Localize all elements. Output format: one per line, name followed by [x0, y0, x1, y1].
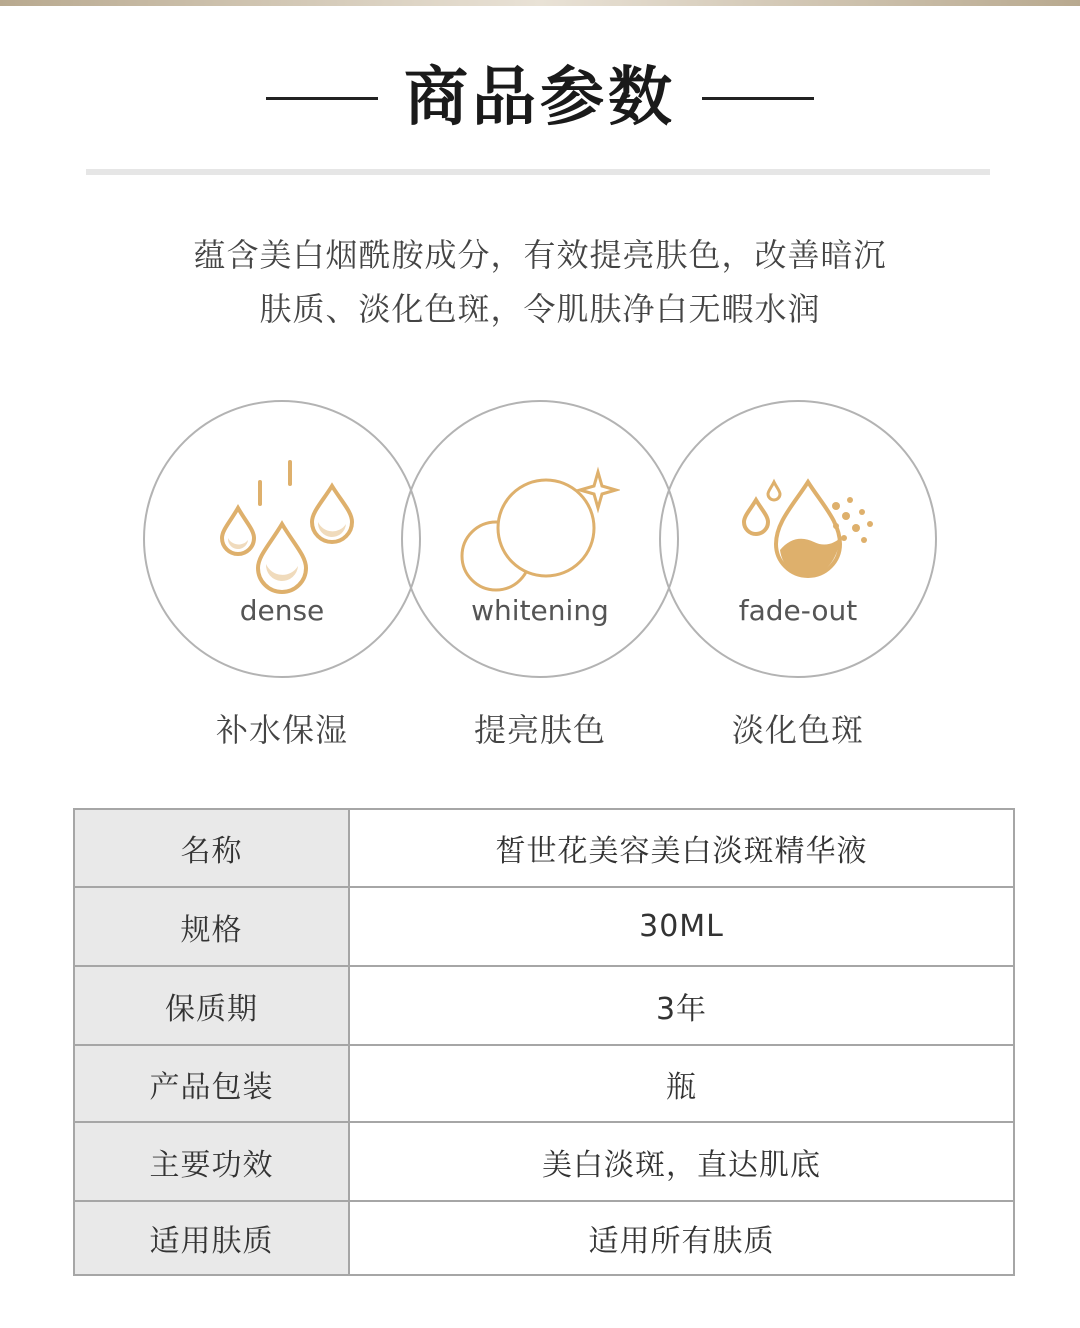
feature-cn-label: 淡化色斑 [731, 711, 864, 749]
title-row [0, 55, 1080, 141]
spec-key: 规格 [74, 887, 349, 966]
title-line-left [266, 97, 378, 100]
table-row [74, 887, 1014, 966]
table-row [74, 966, 1014, 1045]
feature-cn-label: 补水保湿 [215, 711, 348, 749]
page-title: 商品参数 [404, 61, 676, 135]
table-row [74, 1122, 1014, 1201]
spec-value: 适用所有肤质 [349, 1201, 1014, 1275]
section-divider [86, 169, 990, 175]
spec-value: 30ML [349, 887, 1014, 966]
table-row [74, 1045, 1014, 1122]
spec-key: 主要功效 [74, 1122, 349, 1201]
title-line-right [702, 97, 814, 100]
spec-key: 保质期 [74, 966, 349, 1045]
feature-circle-fade-out [659, 400, 937, 678]
intro-text [0, 228, 1080, 336]
feature-en-label: whitening [471, 594, 609, 627]
spec-value: 皙世花美容美白淡斑精华液 [349, 809, 1014, 887]
spec-value: 美白淡斑，直达肌底 [349, 1122, 1014, 1201]
spec-value: 瓶 [349, 1045, 1014, 1122]
water-drops-icon [202, 442, 362, 602]
intro-line-1: 蕴含美白烟酰胺成分，有效提亮肤色，改善暗沉 [193, 236, 887, 274]
spec-value: 3年 [349, 966, 1014, 1045]
pearl-sparkle-icon [460, 442, 620, 602]
top-decor-strip [0, 0, 1080, 6]
intro-line-2: 肤质、淡化色斑，令肌肤净白无暇水润 [259, 290, 821, 328]
spec-key: 适用肤质 [74, 1201, 349, 1275]
feature-circle-whitening [401, 400, 679, 678]
feature-cn-label: 提亮肤色 [473, 711, 606, 749]
table-row [74, 809, 1014, 887]
spec-key: 产品包装 [74, 1045, 349, 1122]
feature-en-label: dense [239, 594, 325, 627]
spec-table [73, 808, 1015, 1276]
drop-wave-icon [718, 442, 878, 602]
feature-circles [0, 400, 1080, 680]
feature-en-label: fade-out [738, 594, 858, 627]
feature-circle-dense [143, 400, 421, 678]
table-row [74, 1201, 1014, 1275]
spec-key: 名称 [74, 809, 349, 887]
